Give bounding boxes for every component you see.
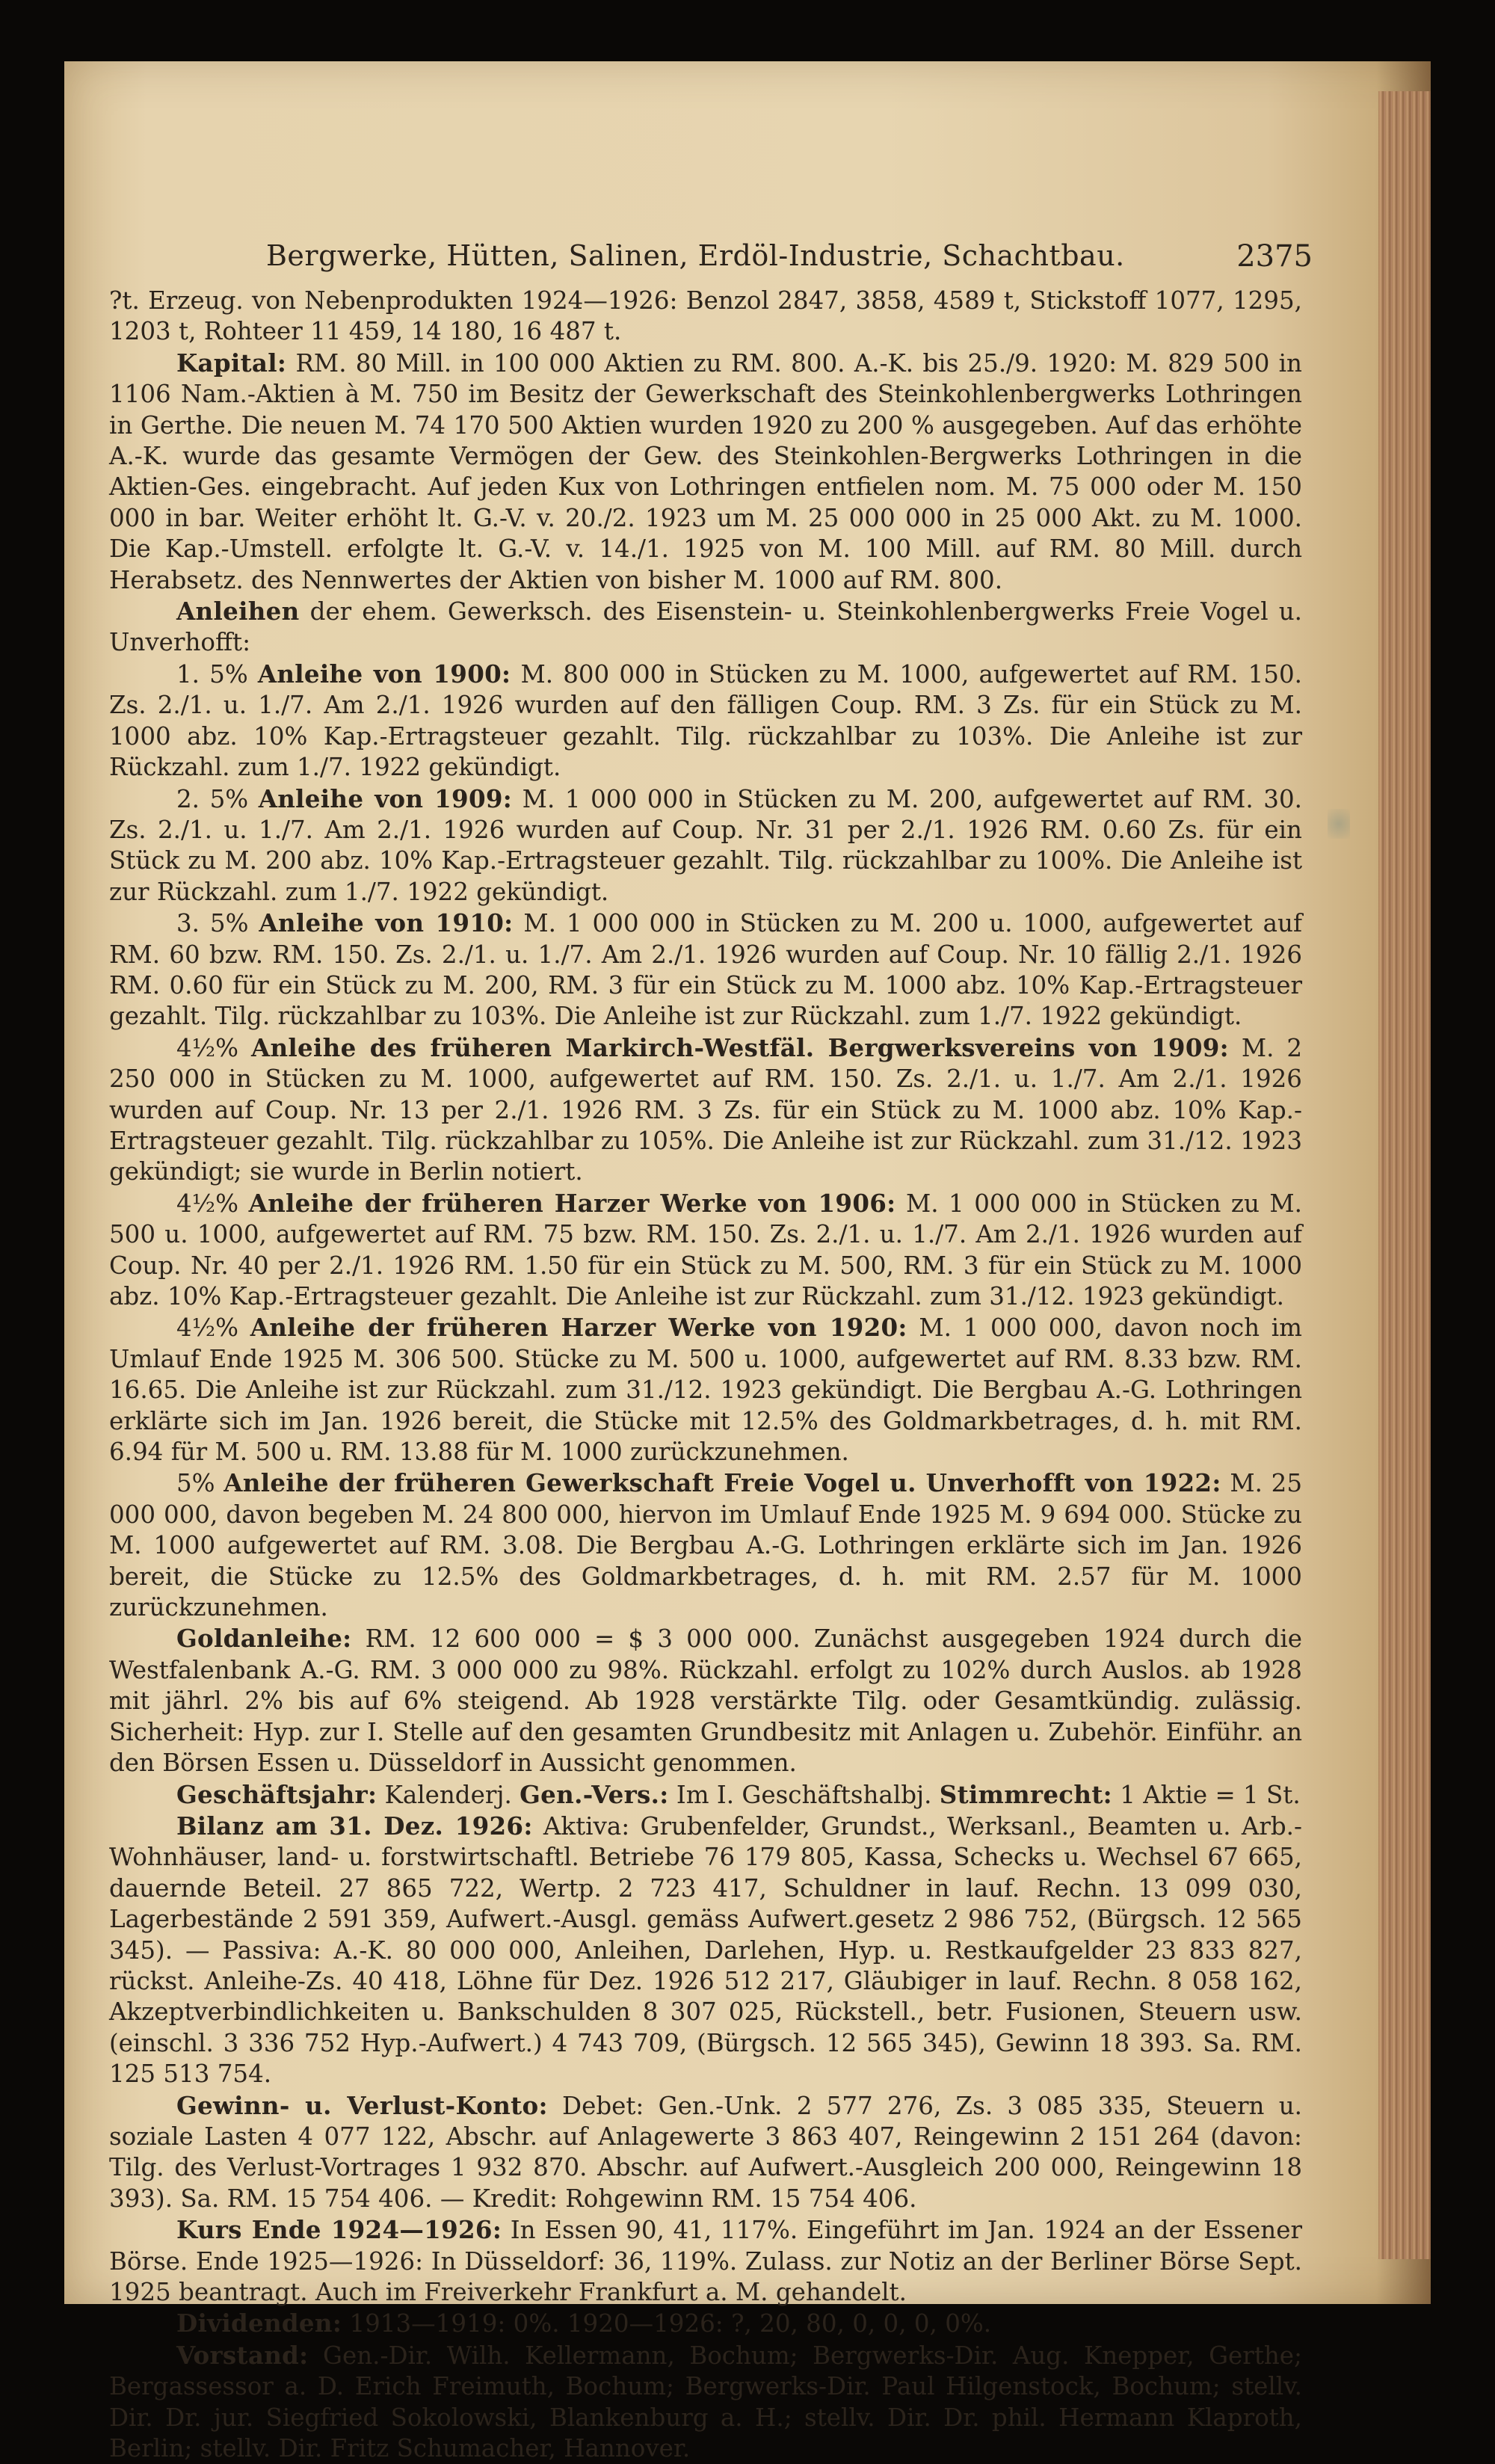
- paragraph-text: M. 1 000 000 in Stücken zu M. 500 u. 1000, aufgewertet auf RM. 75 bzw. RM. 150. Zs. 2./1. u. 1./7. Am 2./1. 1926 wurden auf Coup. Nr. 40 per 2./1. 1926 RM. 1.50 für ein Stück zu M. 500, RM. 3 für ein Stück zu M. 1000 abz. 10% Kap.-Ertragsteuer gezahlt. Die Anleihe ist zur Rückzahl. zum 31./12. 1923 gekündigt.: [109, 1189, 1303, 1310]
- paragraph-heading: Anleihen: [176, 597, 300, 626]
- page-edges: [1378, 91, 1431, 2259]
- paragraph-text: ?t. Erzeug. von Nebenprodukten 1924—1926: Benzol 2847, 3858, 4589 t, Stickstoff 1077, 1295, 1203 t, Rohteer 11 459, 14 180, 16 487 t.: [109, 286, 1302, 346]
- paragraph-heading: Anleihe der früheren Gewerkschaft Freie Vogel u. Unverhofft von 1922:: [224, 1468, 1221, 1498]
- paragraph: [109, 1032, 1302, 1188]
- paragraph-heading: Bilanz am 31. Dez. 1926:: [176, 1811, 533, 1841]
- paragraph-text: M. 1 000 000, davon noch im Umlauf Ende 1925 M. 306 500. Stücke zu M. 500 u. 1000, aufgewertet auf RM. 8.33 bzw. RM. 16.65. Die Anleihe ist zur Rückzahl. zum 31./12. 1923 gekündigt. Die Bergbau A.-G. Lothringen erklärte sich im Jan. 1926 bereit, die Stücke mit 12.5% des Goldmarkbetrages, d. h. mit RM. 6.94 für M. 500 u. RM. 13.88 für M. 1000 zurückzunehmen.: [109, 1313, 1302, 1467]
- paragraph: [109, 1467, 1302, 1623]
- paragraph: [109, 2308, 1302, 2339]
- paragraph: [109, 2090, 1302, 2215]
- paragraph: [109, 783, 1302, 908]
- paragraph-heading: Anleihe der früheren Harzer Werke von 1920:: [250, 1313, 907, 1343]
- paragraph-heading: Anleihe von 1900:: [257, 659, 511, 689]
- paragraph-text: 3. 5%: [176, 909, 259, 938]
- paragraph-text: 2. 5%: [176, 784, 259, 813]
- paragraph-heading: Stimmrecht:: [939, 1779, 1112, 1809]
- paragraph: [109, 659, 1302, 783]
- paragraph: [109, 348, 1302, 596]
- paragraph: [109, 1811, 1302, 2090]
- paragraph-heading: Anleihe von 1910:: [259, 908, 514, 938]
- paragraph-heading: Kapital:: [176, 348, 287, 378]
- paragraph: [109, 2340, 1302, 2464]
- paragraph-text: In Essen 90, 41, 117%. Eingeführt im Jan. 1924 an der Essener Börse. Ende 1925—1926: In Düsseldorf: 36, 119%. Zulass. zur Notiz an der Berliner Börse Sept. 1925 beantragt. Auch im Freiverkehr Frankfurt a. M. gehandelt.: [109, 2216, 1302, 2306]
- paragraph-text: Aktiva: Grubenfelder, Grundst., Werksanl., Beamten u. Arb.-Wohnhäuser, land- u. forstwirtschaftl. Betriebe 76 179 805, Kassa, Schecks u. Wechsel 67 665, dauernde Beteil. 27 865 722, Wertp. 2 723 417, Schuldner in lauf. Rechn. 13 099 030, Lagerbestände 2 591 359, Aufwert.-Ausgl. gemäss Aufwert.gesetz 2 986 752, (Bürgsch. 12 565 345). — Passiva: A.-K. 80 000 000, Anleihen, Darlehen, Hyp. u. Restkaufgelder 23 833 827, rückst. Anleihe-Zs. 40 418, Löhne für Dez. 1926 512 217, Gläubiger in lauf. Rechn. 8 058 162, Akzeptverbindlichkeiten u. Bankschulden 8 307 025, Rückstell., betr. Fusionen, Steuern usw. (einschl. 3 336 752 Hyp.-Aufwert.) 4 743 709, (Bürgsch. 12 565 345), Gewinn 18 393. Sa. RM. 125 513 754.: [109, 1811, 1302, 2089]
- paragraph-text: 1. 5%: [176, 659, 258, 689]
- paragraph: [109, 908, 1302, 1032]
- paragraph-text: M. 2 250 000 in Stücken zu M. 1000, aufgewertet auf RM. 150. Zs. 2./1. u. 1./7. Am 2./1. 1926 wurden auf Coup. Nr. 13 per 2./1. 1926 RM. 3 Zs. für ein Stück zu M. 1000 abz. 10% Kap.-Ertragsteuer gezahlt. Tilg. rückzahlbar zu 105%. Die Anleihe ist zur Rückzahl. zum 31./12. 1923 gekündigt; sie wurde in Berlin notiert.: [109, 1033, 1303, 1186]
- paragraph-text: 4½%: [176, 1313, 250, 1343]
- paragraph: [109, 1188, 1302, 1313]
- paragraph-text: Kalenderj.: [377, 1780, 520, 1809]
- paragraph-heading: Anleihe von 1909:: [258, 783, 513, 813]
- paragraph-text: 4½%: [176, 1189, 249, 1218]
- paragraph: [109, 2214, 1302, 2308]
- paragraph-heading: Dividenden:: [176, 2309, 342, 2338]
- paragraph-heading: Anleihe des früheren Markirch-Westfäl. Bergwerksvereins von 1909:: [250, 1032, 1229, 1062]
- paper-stain: [1328, 809, 1350, 839]
- paragraph-heading: Gewinn- u. Verlust-Konto:: [176, 2090, 548, 2120]
- paragraph: [109, 596, 1302, 659]
- running-header: [266, 239, 1313, 272]
- paragraph-heading: Gen.-Vers.:: [520, 1779, 669, 1809]
- paragraph-heading: Anleihe der früheren Harzer Werke von 1906:: [248, 1188, 896, 1218]
- paragraph-text: 1913—1919: 0%. 1920—1926: ?, 20, 80, 0, 0, 0, 0%.: [342, 2309, 992, 2338]
- paragraph-text: Gen.-Dir. Wilh. Kellermann, Bochum; Bergwerks-Dir. Aug. Knepper, Gerthe; Bergassessor a. D. Erich Freimuth, Bochum; Bergwerks-Dir. Paul Hilgenstock, Bochum; stellv. Dir. Dr. jur. Siegfried Sokolowski, Blankenburg a. H.; stellv. Dir. Dr. phil. Hermann Klaproth, Berlin; stellv. Dir. Fritz Schumacher, Hannover.: [109, 2341, 1302, 2463]
- paragraph-text: Im I. Geschäftshalbj.: [668, 1780, 940, 1809]
- paragraph-text: RM. 12 600 000 = $ 3 000 000. Zunächst ausgegeben 1924 durch die Westfalenbank A.-G. RM. 3 000 000 zu 98%. Rückzahl. erfolgt zu 102% durch Auslos. ab 1928 mit jährl. 2% bis auf 6% steigend. Ab 1928 verstärkte Tilg. oder Gesamtkündig. zulässig. Sicherheit: Hyp. zur I. Stelle auf den gesamten Grundbesitz mit Anlagen u. Zubehör. Einführ. an den Börsen Essen u. Düsseldorf in Aussicht genommen.: [109, 1624, 1302, 1778]
- header-title: Bergwerke, Hütten, Salinen, Erdöl-Industrie, Schachtbau.: [266, 239, 1125, 272]
- paragraph-text: M. 1 000 000 in Stücken zu M. 200, aufgewertet auf RM. 30. Zs. 2./1. u. 1./7. Am 2./1. 1926 wurden auf Coup. Nr. 31 per 2./1. 1926 RM. 0.60 Zs. für ein Stück zu M. 200 abz. 10% Kap.-Ertragsteuer gezahlt. Tilg. rückzahlbar zu 100%. Die Anleihe ist zur Rückzahl. zum 1./7. 1922 gekündigt.: [109, 784, 1302, 906]
- paragraph-text: der ehem. Gewerksch. des Eisenstein- u. Steinkohlenbergwerks Freie Vogel u. Unverhofft:: [109, 597, 1302, 657]
- paragraph: [109, 1312, 1302, 1467]
- paragraph-text: Debet: Gen.-Unk. 2 577 276, Zs. 3 085 335, Steuern u. soziale Lasten 4 077 122, Abschr. auf Anlagewerte 3 863 407, Reingewinn 2 151 264 (davon: Tilg. des Verlust-Vortrages 1 932 870. Abschr. auf Aufwert.-Ausgleich 200 000, Reingewinn 18 393). Sa. RM. 15 754 406. — Kredit: Rohgewinn RM. 15 754 406.: [109, 2091, 1302, 2213]
- paragraph-text: M. 800 000 in Stücken zu M. 1000, aufgewertet auf RM. 150. Zs. 2./1. u. 1./7. Am 2./1. 1926 wurden auf den fälligen Coup. RM. 3 Zs. für ein Stück zu M. 1000 abz. 10% Kap.-Ertragsteuer gezahlt. Tilg. rückzahlbar zu 103%. Die Anleihe ist zur Rückzahl. zum 1./7. 1922 gekündigt.: [109, 659, 1302, 782]
- paragraph-text: 5%: [176, 1469, 224, 1498]
- book-page: [64, 61, 1431, 2463]
- paragraph: [109, 1623, 1302, 1778]
- paragraph-text: M. 1 000 000 in Stücken zu M. 200 u. 1000, aufgewertet auf RM. 60 bzw. RM. 150. Zs. 2./1. u. 1./7. Am 2./1. 1926 wurden auf Coup. Nr. 10 fällig 2./1. 1926 RM. 0.60 für ein Stück zu M. 200, RM. 3 für ein Stück zu M. 1000 abz. 10% Kap.-Ertragsteuer gezahlt. Tilg. rückzahlbar zu 103%. Die Anleihe ist zur Rückzahl. zum 1./7. 1922 gekündigt.: [109, 909, 1302, 1031]
- paragraph-heading: Vorstand:: [176, 2340, 309, 2370]
- page-body: [109, 286, 1302, 2464]
- page-number: 2375: [1236, 239, 1313, 274]
- paragraph-heading: Geschäftsjahr:: [176, 1779, 377, 1809]
- paragraph-text: RM. 80 Mill. in 100 000 Aktien zu RM. 800. A.-K. bis 25./9. 1920: M. 829 500 in 1106 Nam.-Aktien à M. 750 im Besitz der Gewerkschaft des Steinkohlenbergwerks Lothringen in Gerthe. Die neuen M. 74 170 500 Aktien wurden 1920 zu 200 % ausgegeben. Auf das erhöhte A.-K. wurde das gesamte Vermögen der Gew. des Steinkohlen-Bergwerks Lothringen in die Aktien-Ges. eingebracht. Auf jeden Kux von Lothringen entfielen nom. M. 75 000 oder M. 150 000 in bar. Weiter erhöht lt. G.-V. v. 20./2. 1923 um M. 25 000 000 in 25 000 Akt. zu M. 1000. Die Kap.-Umstell. erfolgte lt. G.-V. v. 14./1. 1925 von M. 100 Mill. auf RM. 80 Mill. durch Herabsetz. des Nennwertes der Aktien von bisher M. 1000 auf RM. 800.: [109, 348, 1302, 594]
- paragraph-text: 4½%: [176, 1033, 251, 1062]
- paragraph-heading: Goldanleihe:: [176, 1624, 352, 1654]
- paragraph: [109, 1779, 1302, 1811]
- paragraph-heading: Kurs Ende 1924—1926:: [176, 2215, 502, 2245]
- paragraph: [109, 286, 1302, 348]
- paragraph-text: M. 25 000 000, davon begeben M. 24 800 000, hiervon im Umlauf Ende 1925 M. 9 694 000. Stücke zu M. 1000 aufgewertet auf RM. 3.08. Die Bergbau A.-G. Lothringen erklärte sich im Jan. 1926 bereit, die Stücke zu 12.5% des Goldmarkbetrages, d. h. mit RM. 2.57 für M. 1000 zurückzunehmen.: [109, 1469, 1303, 1622]
- paragraph-text: 1 Aktie = 1 St.: [1112, 1780, 1301, 1809]
